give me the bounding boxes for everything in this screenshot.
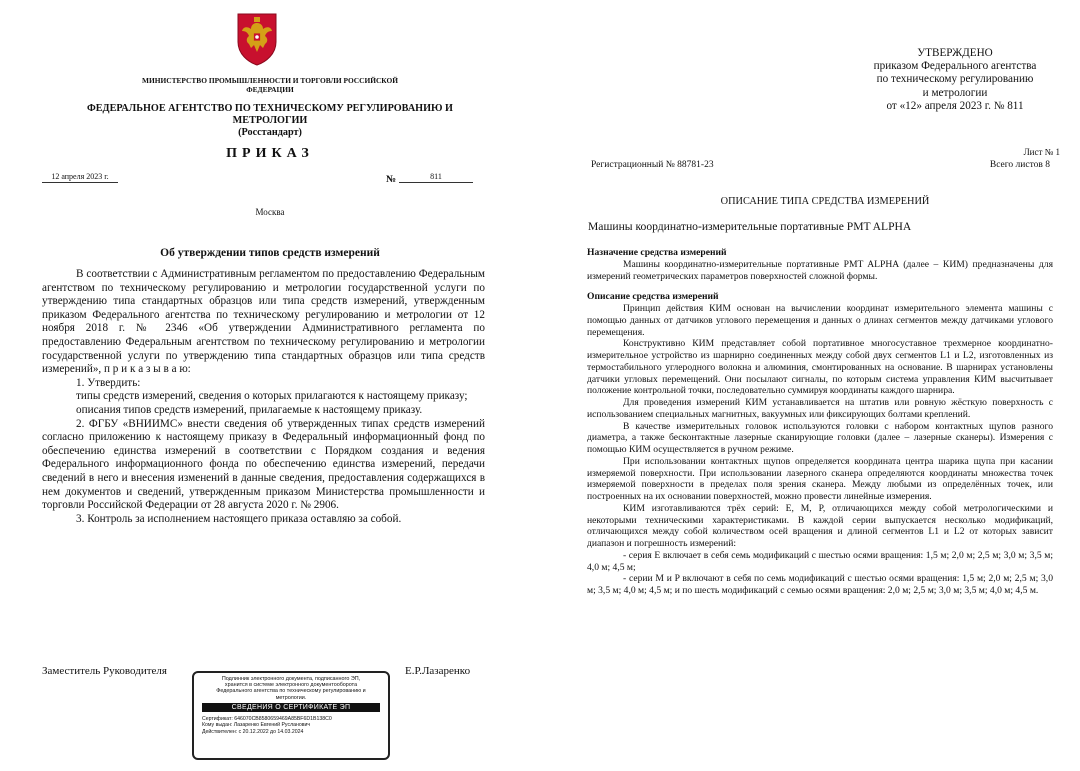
approval-line: от «12» апреля 2023 г. № 811: [886, 99, 1024, 112]
registration-number: Регистрационный № 88781-23: [591, 160, 714, 170]
signatory-title: Заместитель Руководителя: [42, 665, 167, 677]
number-sign: №: [386, 174, 397, 185]
description-heading: Описание средства измерений: [587, 291, 719, 303]
agency-short-name: (Росстандарт): [238, 127, 302, 138]
coat-of-arms-icon: [234, 12, 280, 66]
device-name: Машины координатно-измерительные портативные PMT ALPHA: [588, 220, 912, 233]
approval-line: по техническому регулированию: [876, 73, 1034, 86]
stamp-issued-to: Кому выдан: Лазаренко Евгений Русланович: [202, 722, 311, 729]
order-paragraph: В соответствии с Административным регламентом по предоставлению Федеральным агентством по техническому регулированию и метрологии государственной услуги по утверждению типа стандартных образцов или типа средств измерений, утвержденным приказом Федерального агентства по техническому регулированию и метрологии от 12 ноября 2018 г. № 2346 «Об утверждении Административного регламента по предоставлению Федеральным агентством по техническому регулированию и метрологии государственной услуги по утверждению типа стандартных образцов или типа средств измерений», п р и к а з ы в а ю:: [42, 268, 485, 376]
approval-line: приказом Федерального агентства: [873, 60, 1037, 73]
electronic-signature-stamp: [192, 671, 390, 760]
purpose-text: Машины координатно-измерительные портативные PMT ALPHA (далее – КИМ) предназначены для измерений геометрических параметров поверхностей сложной формы.: [587, 258, 1053, 282]
stamp-line: метрологии.: [275, 694, 307, 701]
order-number: 811: [399, 172, 473, 183]
stamp-line: хранится в системе электронного документооборота: [224, 682, 358, 689]
approval-line: и метрологии: [922, 86, 988, 99]
stamp-notice: [200, 676, 382, 701]
order-paragraph: 1. Утвердить:: [76, 376, 141, 389]
sheet-number: Лист № 1: [1023, 147, 1060, 157]
sheets-total: Всего листов 8: [989, 160, 1050, 170]
agency-name: ФЕДЕРАЛЬНОЕ АГЕНТСТВО ПО ТЕХНИЧЕСКОМУ РЕГУЛИРОВАНИЮ И МЕТРОЛОГИИ: [87, 103, 453, 126]
order-paragraph: типы средств измерений, сведения о которых прилагаются к настоящему приказу;: [76, 390, 468, 403]
order-paragraph: 2. ФГБУ «ВНИИМС» внести сведения об утвержденных типах средств измерений согласно приложению к настоящему приказу в Федеральный информационный фонд по обеспечению единства измерений в соответствии с Порядком создания и ведения Федерального информационного фонда по обеспечению единства измерений, передачи сведений в него и внесения изменений в данные сведения, предоставления содержащихся в нем документов и сведений, утвержденным приказом Министерства промышленности и торговли Российской Федерации от 28 августа 2020 г. № 2906.: [42, 417, 485, 512]
order-title: ПРИКАЗ: [226, 146, 314, 161]
stamp-cert-id: Сертификат: 646070CB8580659469A85BF6D1B138C0: [202, 715, 332, 722]
stamp-certificate-header: СВЕДЕНИЯ О СЕРТИФИКАТЕ ЭП: [202, 703, 380, 712]
series-item: - серия E включает в себя семь модификаций с шестью осями вращения: 1,5 м; 2,0 м; 2,5 м; 3,0 м; 3,5 м; 4,0 м; 4,5 м;: [587, 549, 1053, 573]
order-subject: Об утверждении типов средств измерений: [160, 247, 380, 259]
description-page: [540, 0, 1080, 771]
description-paragraph: Конструктивно КИМ представляет собой портативное многосуставное трехмерное координатно-измерительное устройство из шарнирно соединенных между собой двух сегментов L1 и L2, изготовленных из термостабильного углеродного волокна и алюминия, смонтированных на основание. В шарнирах установлены датчики угловых перемещений. Они посылают сигналы, по которым система управления КИМ высчитывает положение контрольной точки, последовательно суммируя координаты каждого шарнира.: [587, 338, 1053, 397]
stamp-certificate-info: [202, 716, 380, 735]
stamp-line: Подлинник электронного документа, подписанного ЭП,: [221, 676, 361, 682]
order-date: 12 апреля 2023 г.: [42, 172, 118, 183]
approval-line: УТВЕРЖДЕНО: [917, 47, 993, 59]
agency-header: [70, 103, 470, 139]
description-title: ОПИСАНИЕ ТИПА СРЕДСТВА ИЗМЕРЕНИЙ: [720, 196, 930, 207]
stamp-validity: Действителен: с 20.12.2022 до 14.03.2024: [202, 728, 304, 735]
description-paragraph: При использовании контактных щупов определяется координата центра шарика щупа при касании измеряемой поверхности. При использовании лазерного сканера определяются координаты множества точек измеряемой поверхности в пределах поля зрения сканера. Между любыми из определённых точек, или построенных на их основании поверхностей, можно провести линейные измерения.: [587, 455, 1053, 502]
order-paragraph: описания типов средств измерений, прилагаемые к настоящему приказу.: [76, 403, 423, 416]
description-paragraph: В качестве измерительных головок используются головки с набором контактных щупов разного диаметра, а также бесконтактные лазерные сканирующие головки (далее – лазерные сканеры). Измерения с помощью КИМ осуществляется в ручном режиме.: [587, 420, 1053, 455]
ministry-name: МИНИСТЕРСТВО ПРОМЫШЛЕННОСТИ И ТОРГОВЛИ РОССИЙСКОЙ ФЕДЕРАЦИИ: [142, 76, 398, 94]
series-item: - серии M и P включают в себя по семь модификаций с шестью осями вращения: 1,5 м; 2,0 м; 2,5 м; 3,0 м; 3,5 м; 4,0 м; 4,5 м; и по шесть модификаций с семью осями вращения: 2,0 м; 2,5 м; 3,0 м; 3,5 м; 4,0 м; 4,5 м.: [587, 573, 1053, 596]
stamp-line: Федерального агентства по техническому регулированию и: [216, 688, 366, 695]
description-paragraph: Принцип действия КИМ основан на вычислении координат измерительного элемента машины с помощью данных от датчиков углового перемещения и данных о длинах сегментов между датчиками углового перемещения.: [587, 303, 1053, 338]
description-paragraph: КИМ изготавливаются трёх серий: E, M, P, отличающихся между собой метрологическими и некоторыми техническими характеристиками. В каждой серии выпускается несколько модификаций, отличающихся между собой количеством осей вращения и длиной сегментов L1 и L2 от которых зависит диапазон и погрешность измерений:: [587, 502, 1053, 549]
description-paragraph: Для проведения измерений КИМ устанавливается на штатив или ровную жёсткую поверхность с использованием специальных магнитных, вакуумных или фиксирующих болтами креплений.: [587, 397, 1053, 420]
approval-block: [840, 47, 1070, 113]
purpose-heading: Назначение средства измерений: [587, 247, 727, 258]
order-body: [42, 268, 485, 526]
description-body: [587, 247, 1053, 597]
signatory-name: Е.Р.Лазаренко: [405, 665, 471, 677]
city: Москва: [255, 207, 285, 217]
order-paragraph: 3. Контроль за исполнением настоящего приказа оставляю за собой.: [76, 512, 402, 525]
